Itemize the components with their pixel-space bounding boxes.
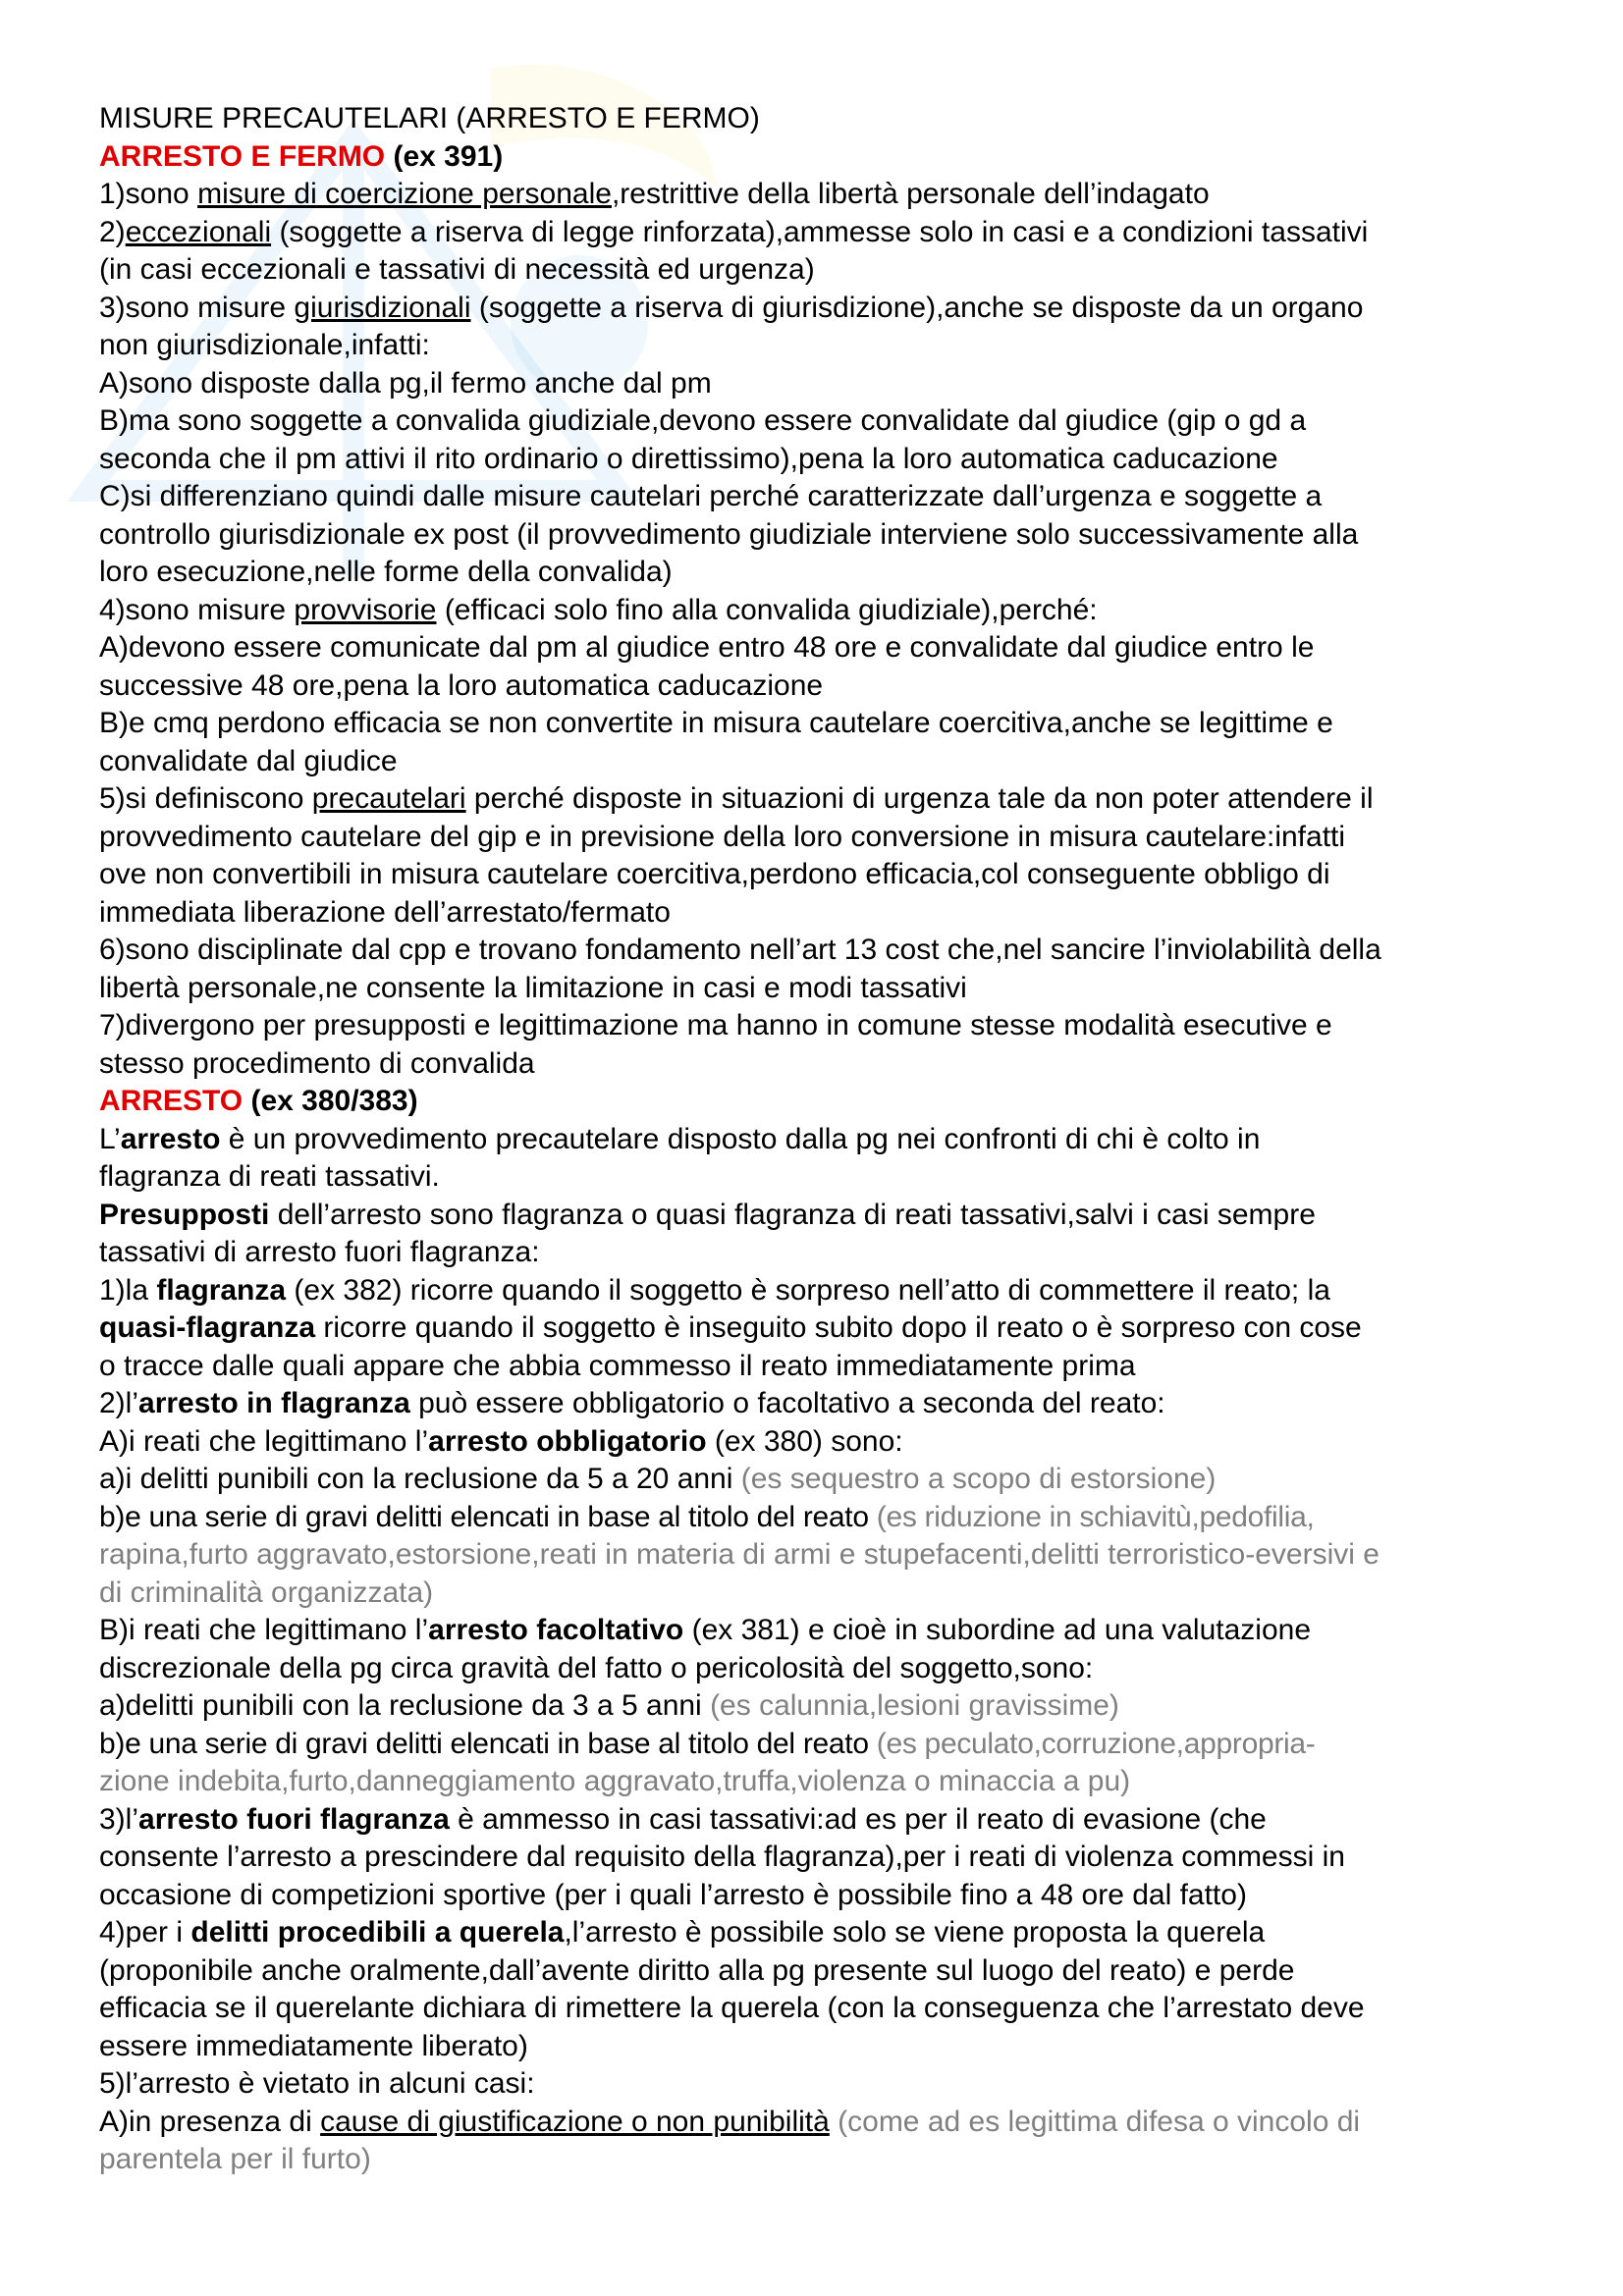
text-line (99, 743, 1542, 781)
text-line (99, 516, 1542, 555)
text-line (99, 100, 1542, 138)
text-line (99, 1575, 1542, 1613)
text-span: A)devono essere comunicate dal pm al giudice entro 48 ore e convalidate dal giudice entro le (99, 631, 1315, 664)
text-span: (soggette a riserva di giurisdizione),anche se disposte da un organo (470, 291, 1364, 324)
text-line (99, 1045, 1542, 1084)
text-line (99, 1499, 1542, 1537)
text-line (99, 1952, 1542, 1991)
text-span: (soggette a riserva di legge rinforzata),ammesse solo in casi e a condizioni tassativi (271, 215, 1369, 248)
text-line (99, 1990, 1542, 2028)
text-span: (es peculato,corruzione,appropria- (876, 1727, 1316, 1760)
text-span: delitti procedibili a querela (190, 1916, 565, 1949)
text-span: 2) (99, 215, 126, 248)
text-line (99, 1877, 1542, 1915)
text-line (99, 2065, 1542, 2104)
text-span: ,restrittive della libertà personale dell’indagato (611, 178, 1210, 210)
text-span: arresto facoltativo (428, 1614, 684, 1646)
text-span: provvisorie (294, 593, 437, 626)
text-span: A)in presenza di (99, 2105, 321, 2138)
text-span: precautelari (311, 782, 466, 815)
text-line (99, 441, 1542, 479)
text-line (99, 1726, 1542, 1764)
text-line (99, 1272, 1542, 1310)
text-span: b)e una serie di gravi delitti elencati in base al titolo del reato (99, 1727, 877, 1760)
text-span: arresto (120, 1122, 221, 1155)
text-span: eccezionali (125, 215, 272, 248)
text-line (99, 1234, 1542, 1272)
text-span: a)delitti punibili con la reclusione da 3 a 5 anni (99, 1689, 711, 1722)
text-span: (es calunnia,lesioni gravissime) (710, 1689, 1119, 1722)
text-span: (in casi eccezionali e tassativi di necessità ed urgenza) (99, 253, 815, 286)
text-span (830, 2106, 838, 2138)
text-span: ove non convertibili in misura cautelare coercitiva,perdono efficacia,col conseguente obbligo di (99, 858, 1330, 890)
text-line (99, 705, 1542, 743)
text-span: arresto in flagranza (138, 1387, 410, 1419)
text-span: (proponibile anche oralmente,dall’avente diritto alla pg presente sul luogo del reato) e perde (99, 1953, 1295, 1987)
text-span: loro esecuzione,nelle forme della convalida) (99, 556, 673, 588)
text-line (99, 932, 1542, 970)
text-span: 4)per i (99, 1916, 191, 1949)
text-span: 4)sono misure (99, 593, 295, 626)
text-span: rapina,furto aggravato,estorsione,reati in materia di armi e stupefacenti,delitti terroristico-eversivi e (99, 1538, 1380, 1571)
text-span: consente l’arresto a prescindere dal requisito della flagranza),per i reati di violenza commessi in (99, 1841, 1345, 1873)
text-span: è ammesso in casi tassativi:ad es per il reato di evasione (che (449, 1802, 1267, 1836)
text-line (99, 1423, 1542, 1462)
text-line (99, 1461, 1542, 1499)
text-line (99, 1839, 1542, 1877)
text-span: 2)l’ (99, 1387, 139, 1419)
text-line (99, 856, 1542, 894)
text-span: efficacia se il querelante dichiara di rimettere la querela (con la conseguenza che l’arrestato deve (99, 1992, 1365, 2024)
text-span: (ex 381) e cioè in subordine ad una valutazione (683, 1614, 1312, 1646)
text-span: controllo giurisdizionale ex post (il provvedimento giudiziale interviene solo successivamente alla (99, 517, 1359, 551)
text-span: stesso procedimento di convalida (99, 1046, 535, 1080)
text-span: misure di coercizione personale (197, 178, 612, 210)
text-span: 5)si definiscono (99, 782, 312, 815)
text-line (99, 402, 1542, 441)
text-span: a)i delitti punibili con la reclusione da 5 a 20 anni (99, 1463, 741, 1495)
text-span: C)si differenziano quindi dalle misure cautelari perché caratterizzate dall’urgenza e soggette a (99, 480, 1323, 512)
text-span: 7)divergono per presupposti e legittimazione ma hanno in comune stesse modalità esecutive e (99, 1009, 1332, 1041)
text-span: libertà personale,ne consente la limitazione in casi e modi tassativi (99, 971, 967, 1004)
text-span: (ex 380/383) (243, 1085, 418, 1117)
text-span: convalidate dal giudice (99, 744, 398, 777)
text-span: B)ma sono soggette a convalida giudiziale,devono essere convalidate dal giudice (gip o gd a (99, 404, 1307, 437)
text-span: b)e una serie di gravi delitti elencati in base al titolo del reato (99, 1500, 877, 1533)
text-line (99, 138, 1542, 177)
text-span: MISURE PRECAUTELARI (ARRESTO E FERMO) (99, 102, 760, 134)
text-line (99, 251, 1542, 290)
text-line (99, 176, 1542, 214)
text-span: Presupposti (99, 1198, 270, 1231)
text-span: giurisdizionali (294, 291, 471, 324)
text-line (99, 1914, 1542, 1952)
text-line (99, 1801, 1542, 1840)
text-span: di criminalità organizzata) (99, 1575, 434, 1609)
text-span: perché disposte in situazioni di urgenza tale da non poter attendere il (465, 782, 1374, 815)
text-span: B)i reati che legittimano l’ (99, 1614, 429, 1646)
text-line (99, 592, 1542, 630)
text-line (99, 2104, 1542, 2142)
text-span: discrezionale della pg circa gravità del fatto o pericolosità del soggetto,sono: (99, 1651, 1094, 1684)
text-span: non giurisdizionale,infatti: (99, 329, 430, 361)
text-line (99, 1007, 1542, 1045)
text-span: zione indebita,furto,danneggiamento aggravato,truffa,violenza o minaccia a pu) (99, 1765, 1131, 1797)
text-span: (ex 380) sono: (706, 1424, 903, 1458)
text-span: (ex 391) (385, 139, 504, 173)
text-span: (efficaci solo fino alla convalida giudiziale),perché: (436, 593, 1098, 626)
text-span: 3)l’ (99, 1802, 139, 1836)
text-line (99, 1687, 1542, 1726)
text-line (99, 629, 1542, 667)
text-line (99, 2141, 1542, 2179)
text-span: 5)l’arresto è vietato in alcuni casi: (99, 2067, 535, 2100)
text-span: L’ (99, 1122, 121, 1155)
text-span: flagranza di reati tassativi. (99, 1160, 440, 1193)
text-line (99, 214, 1542, 252)
text-line (99, 365, 1542, 403)
text-line (99, 1309, 1542, 1348)
text-span: arresto fuori flagranza (138, 1802, 450, 1836)
text-line (99, 1348, 1542, 1386)
text-span: essere immediatamente liberato) (99, 2029, 528, 2062)
text-span: arresto obbligatorio (428, 1424, 707, 1458)
text-span: parentela per il furto) (99, 2143, 371, 2175)
text-line (99, 1385, 1542, 1423)
text-line (99, 1536, 1542, 1575)
text-line (99, 780, 1542, 819)
text-line (99, 1650, 1542, 1688)
text-line (99, 894, 1542, 933)
text-line (99, 819, 1542, 857)
text-span: dell’arresto sono flagranza o quasi flagranza di reati tassativi,salvi i casi sempre (269, 1198, 1316, 1231)
text-span: quasi-flagranza (99, 1311, 316, 1344)
text-span: successive 48 ore,pena la loro automatica caducazione (99, 668, 824, 702)
text-span: ricorre quando il soggetto è inseguito subito dopo il reato o è sorpreso con cose (315, 1311, 1362, 1344)
text-span: flagranza (156, 1273, 287, 1307)
text-span: occasione di competizioni sportive (per i quali l’arresto è possibile fino a 48 ore dal fatto) (99, 1878, 1247, 1911)
document-page (99, 100, 1542, 2179)
text-span: A)sono disposte dalla pg,il fermo anche dal pm (99, 366, 712, 400)
text-span: 1)la (99, 1273, 157, 1307)
text-line (99, 290, 1542, 328)
text-span: seconda che il pm attivi il rito ordinario o direttissimo),pena la loro automatica caducazione (99, 442, 1278, 475)
text-span: provvedimento cautelare del gip e in previsione della loro conversione in misura cautelare:infatti (99, 820, 1346, 853)
text-line (99, 667, 1542, 706)
text-span: immediata liberazione dell’arrestato/fermato (99, 895, 671, 929)
text-line (99, 1763, 1542, 1801)
text-line (99, 554, 1542, 592)
section-heading: ARRESTO E FERMO (99, 139, 386, 173)
text-span: cause di giustificazione o non punibilità (320, 2105, 830, 2138)
text-line (99, 2028, 1542, 2066)
text-line (99, 970, 1542, 1008)
text-span: o tracce dalle quali appare che abbia commesso il reato immediatamente prima (99, 1349, 1136, 1382)
text-span: 1)sono (99, 178, 198, 210)
text-line (99, 478, 1542, 516)
text-line (99, 327, 1542, 365)
text-span: (ex 382) ricorre quando il soggetto è sorpreso nell’atto di commettere il reato; la (286, 1273, 1330, 1307)
text-span: (es sequestro a scopo di estorsione) (740, 1463, 1217, 1495)
text-span: 3)sono misure (99, 291, 295, 324)
text-line (99, 1121, 1542, 1159)
text-span: (come ad es legittima difesa o vincolo di (838, 2105, 1361, 2138)
text-span: è un provvedimento precautelare disposto dalla pg nei confronti di chi è colto in (220, 1122, 1261, 1155)
text-span: 6)sono disciplinate dal cpp e trovano fondamento nell’art 13 cost che,nel sancire l’inviolabilità della (99, 934, 1381, 966)
text-span: tassativi di arresto fuori flagranza: (99, 1236, 540, 1268)
section-heading: ARRESTO (99, 1085, 243, 1117)
text-line (99, 1158, 1542, 1197)
text-span: B)e cmq perdono efficacia se non convertite in misura cautelare coercitiva,anche se legittime e (99, 707, 1333, 739)
text-span: A)i reati che legittimano l’ (99, 1424, 429, 1458)
text-span: (es riduzione in schiavitù,pedofilia, (876, 1500, 1315, 1533)
text-span: può essere obbligatorio o facoltativo a seconda del reato: (409, 1387, 1165, 1419)
text-line (99, 1197, 1542, 1235)
text-line (99, 1612, 1542, 1650)
text-line (99, 1083, 1542, 1121)
text-span: ,l’arresto è possibile solo se viene proposta la querela (564, 1916, 1266, 1949)
